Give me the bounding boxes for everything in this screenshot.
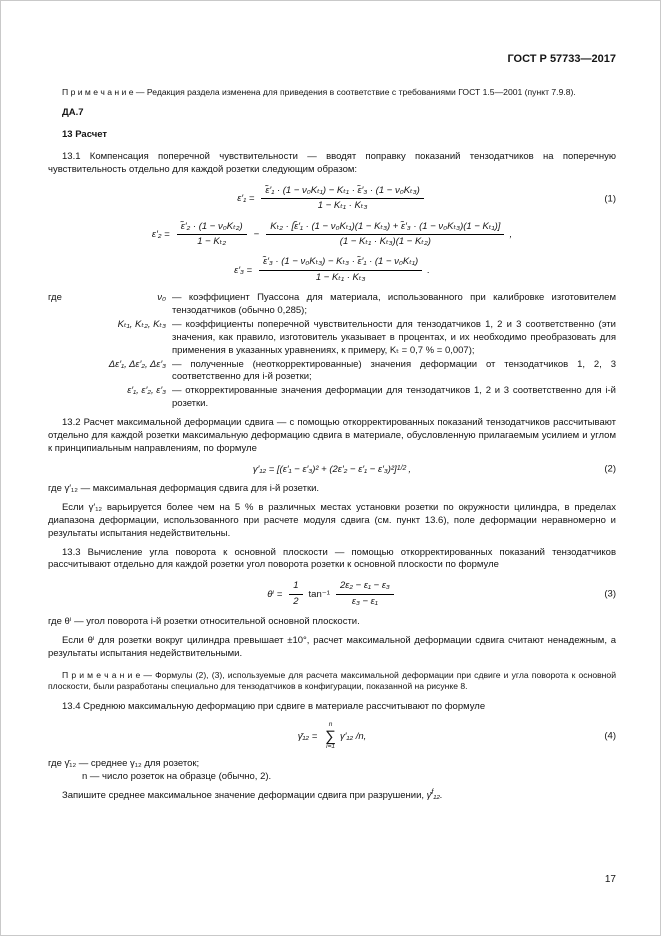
where-avg-line-1: где γ̄₁₂ — среднее γ₁₂ для розеток;	[48, 758, 200, 770]
page-number: 17	[604, 874, 616, 885]
one-half-numerator: 1	[289, 580, 302, 594]
formula-2-body: γ′₁₂ = [(ε′₁ − ε′₃)² + (2ε′₂ − ε′₁ − ε′₃)²]	[252, 463, 397, 475]
formula-1b	[48, 221, 616, 249]
formula-1c-tail: .	[427, 264, 430, 276]
equation-number-3: (3)	[604, 588, 616, 600]
formula-3-fraction	[336, 580, 394, 608]
formula-1b-a-denominator: 1 − Kₜ₂	[197, 236, 227, 247]
formula-1-numerator: ε̃′₁ · (1 − ν₀Kₜ₁) − Kₜ₁ · ε̃′₃ · (1 − ν₀Kₜ₃)	[261, 185, 423, 199]
definition-row	[48, 292, 616, 318]
formula-1-denominator: 1 − Kₜ₁ · Kₜ₃	[317, 200, 368, 212]
summation-lower-limit: i=1	[326, 742, 336, 750]
definition-row	[48, 319, 616, 358]
final-symbol-base: γ̄	[426, 790, 432, 802]
formula-1b-fraction-a	[177, 221, 247, 249]
final-text: Запишите среднее максимальное значение деформации сдвига при разрушении,	[62, 790, 427, 802]
paragraph-esli-2: Если θⁱ для розетки вокруг цилиндра превышает ±10°, расчет максимальной деформации сдвига считают ненадежным, а результаты испытания недействительными.	[48, 634, 616, 659]
note-paragraph-2: П р и м е ч а н и е — Формулы (2), (3), используемые для расчета максимальной деформации при сдвиге и угла поворота к основной плоскости, были разработаны специально для тензодатчиков в конфигурации, показанной на рисунке 8.	[48, 669, 616, 692]
definition-term: ε′₁, ε′₂, ε′₃	[127, 385, 166, 397]
formula-2-tail: ,	[408, 463, 412, 475]
formula-1b-fraction-b	[266, 221, 504, 249]
arctan-function: tan⁻¹	[308, 588, 330, 600]
formula-1c-numerator: ε̃′₃ · (1 − ν₀Kₜ₃) − Kₜ₃ · ε̃′₁ · (1 − ν₀Kₜ₁)	[259, 256, 422, 270]
formula-1b-tail: ,	[509, 229, 513, 240]
formula-1c-denominator: 1 − Kₜ₁ · Kₜ₃	[315, 271, 366, 283]
formula-1c-fraction	[259, 256, 422, 284]
where-gamma-line: где γ′₁₂ — максимальная деформация сдвига для i-й розетки.	[48, 482, 320, 494]
final-symbol-superscript: f	[431, 789, 434, 796]
definition-row	[48, 359, 616, 385]
heading-da7: ДА.7	[62, 107, 84, 119]
definition-desc: — коэффициент Пуассона для материала, использованного при калибровке изготовителем тензодатчиков (обычно 0,285);	[172, 292, 616, 316]
equation-number-2: (2)	[604, 463, 616, 475]
definition-desc: — полученные (неоткорректированные) значения деформации от тензодатчиков 1, 2, 3 соответственно для i-й розетки;	[172, 358, 616, 383]
definition-term: ν₀	[157, 292, 166, 304]
paragraph-13-4: 13.4 Среднюю максимальную деформацию при сдвиге в материале рассчитывают по формуле	[62, 701, 486, 713]
definition-desc: — откорректированные значения деформации для тензодатчиков 1, 2 и 3 соответственно для i-й розетки.	[172, 385, 616, 410]
where-theta-line: где θⁱ — угол поворота i-й розетки относительной основной плоскости.	[48, 616, 360, 628]
final-symbol-subscript: ₁₂.	[433, 790, 443, 802]
definition-desc: — коэффициенты поперечной чувствительности для тензодатчиков 1, 2 и 3 соответственно (эти значения, как правило, изготовитель указывает в процентах, и их необходимо преобразовать для применения в указанных уравнениях, к примеру, Kₜ = 0,7 % = 0,007);	[172, 318, 616, 356]
formula-1b-b-numerator: Kₜ₂ · [ε̃′₁ · (1 − ν₀Kₜ₁)(1 − Kₜ₃) + ε̃′₃ · (1 − ν₀Kₜ₃)(1 − Kₜ₁)]	[266, 221, 504, 235]
definitions-list	[48, 292, 616, 411]
formula-1c	[48, 256, 616, 284]
formula-3-numerator: 2ε₂ − ε₁ − ε₃	[336, 580, 394, 594]
final-paragraph	[48, 790, 616, 803]
formula-2: γ′₁₂ = [(ε′₁ − ε′₃)² + (2ε′₂ − ε′₁ − ε′₃)²] 1/2 , (2)	[252, 463, 616, 475]
where-word-spacer	[48, 319, 86, 358]
formula-1-lhs: ε′₁ =	[237, 193, 255, 205]
paragraph-13-1: 13.1 Компенсация поперечной чувствительности — вводят поправку показаний тензодатчиков на поперечную чувствительность отдельно для каждой розетки следующим образом:	[48, 151, 616, 176]
paragraph-esli-1: Если γ′₁₂ варьируется более чем на 5 % в различных местах установки розетки по окружности цилиндра, в пределах диапазона деформации, использованного при расчете модуля сдвига (см. пункт 13.6), поле деформации неравномерно и результаты испытания недействительны.	[48, 501, 616, 539]
where-word-spacer	[48, 385, 86, 411]
formula-3-lhs: θⁱ =	[267, 588, 283, 600]
definition-row	[48, 385, 616, 411]
formula-3-denominator: ε₃ − ε₁	[351, 595, 378, 607]
formula-3	[48, 580, 616, 608]
one-half-fraction	[289, 580, 302, 608]
formula-4-body: γ′₁₂ /n,	[339, 730, 367, 742]
minus-operator: −	[253, 229, 260, 240]
where-word: где	[48, 292, 62, 304]
summation-upper-limit: n	[328, 721, 333, 729]
equation-number-4: (4)	[604, 730, 616, 742]
formula-1c-lhs: ε′₃ =	[234, 264, 253, 276]
formula-1	[48, 185, 616, 213]
formula-4-lhs: γ̄₁₂ =	[297, 730, 318, 742]
formula-1b-a-numerator: ε̃′₂ · (1 − ν₀Kₜ₂)	[177, 221, 247, 235]
definition-term: Δε′₁, Δε′₂, Δε′₃	[108, 358, 166, 370]
definition-term: Kₜ₁, Kₜ₂, Kₜ₃	[117, 318, 166, 330]
where-word-spacer	[48, 359, 86, 385]
final-symbol	[427, 790, 443, 801]
sigma-icon: ∑	[325, 727, 336, 745]
note-paragraph-1: П р и м е ч а н и е — Редакция раздела изменена для приведения в соответствие с требованиями ГОСТ 1.5—2001 (пункт 7.9.8).	[62, 87, 576, 97]
summation-symbol	[325, 722, 336, 750]
one-half-denominator: 2	[293, 595, 299, 607]
equation-number-1: (1)	[604, 193, 616, 205]
where-avg-line-2: n — число розеток на образце (обычно, 2).	[82, 771, 272, 783]
formula-1b-lhs: ε′₂ =	[151, 229, 170, 240]
formula-4	[48, 722, 616, 750]
paragraph-13-3: 13.3 Вычисление угла поворота к основной плоскости — помощью откорректированных показаний тензодатчиков рассчитывают отдельно для каждой розетки угол поворота розетки к основной плоскости по формуле	[48, 546, 616, 571]
paragraph-13-2: 13.2 Расчет максимальной деформации сдвига — с помощью откорректированных показаний тензодатчиков рассчитывают отдельно для каждой розетки максимальную деформацию сдвига в материале, обусловленную прилагаемым усилием и углом к принципиальным направлениям, по формуле	[48, 417, 616, 454]
heading-13: 13 Расчет	[62, 129, 108, 141]
doc-number: ГОСТ Р 57733—2017	[507, 53, 616, 65]
formula-1-fraction	[261, 185, 423, 213]
formula-1b-b-denominator: (1 − Kₜ₁ · Kₜ₃)(1 − Kₜ₂)	[339, 236, 431, 247]
